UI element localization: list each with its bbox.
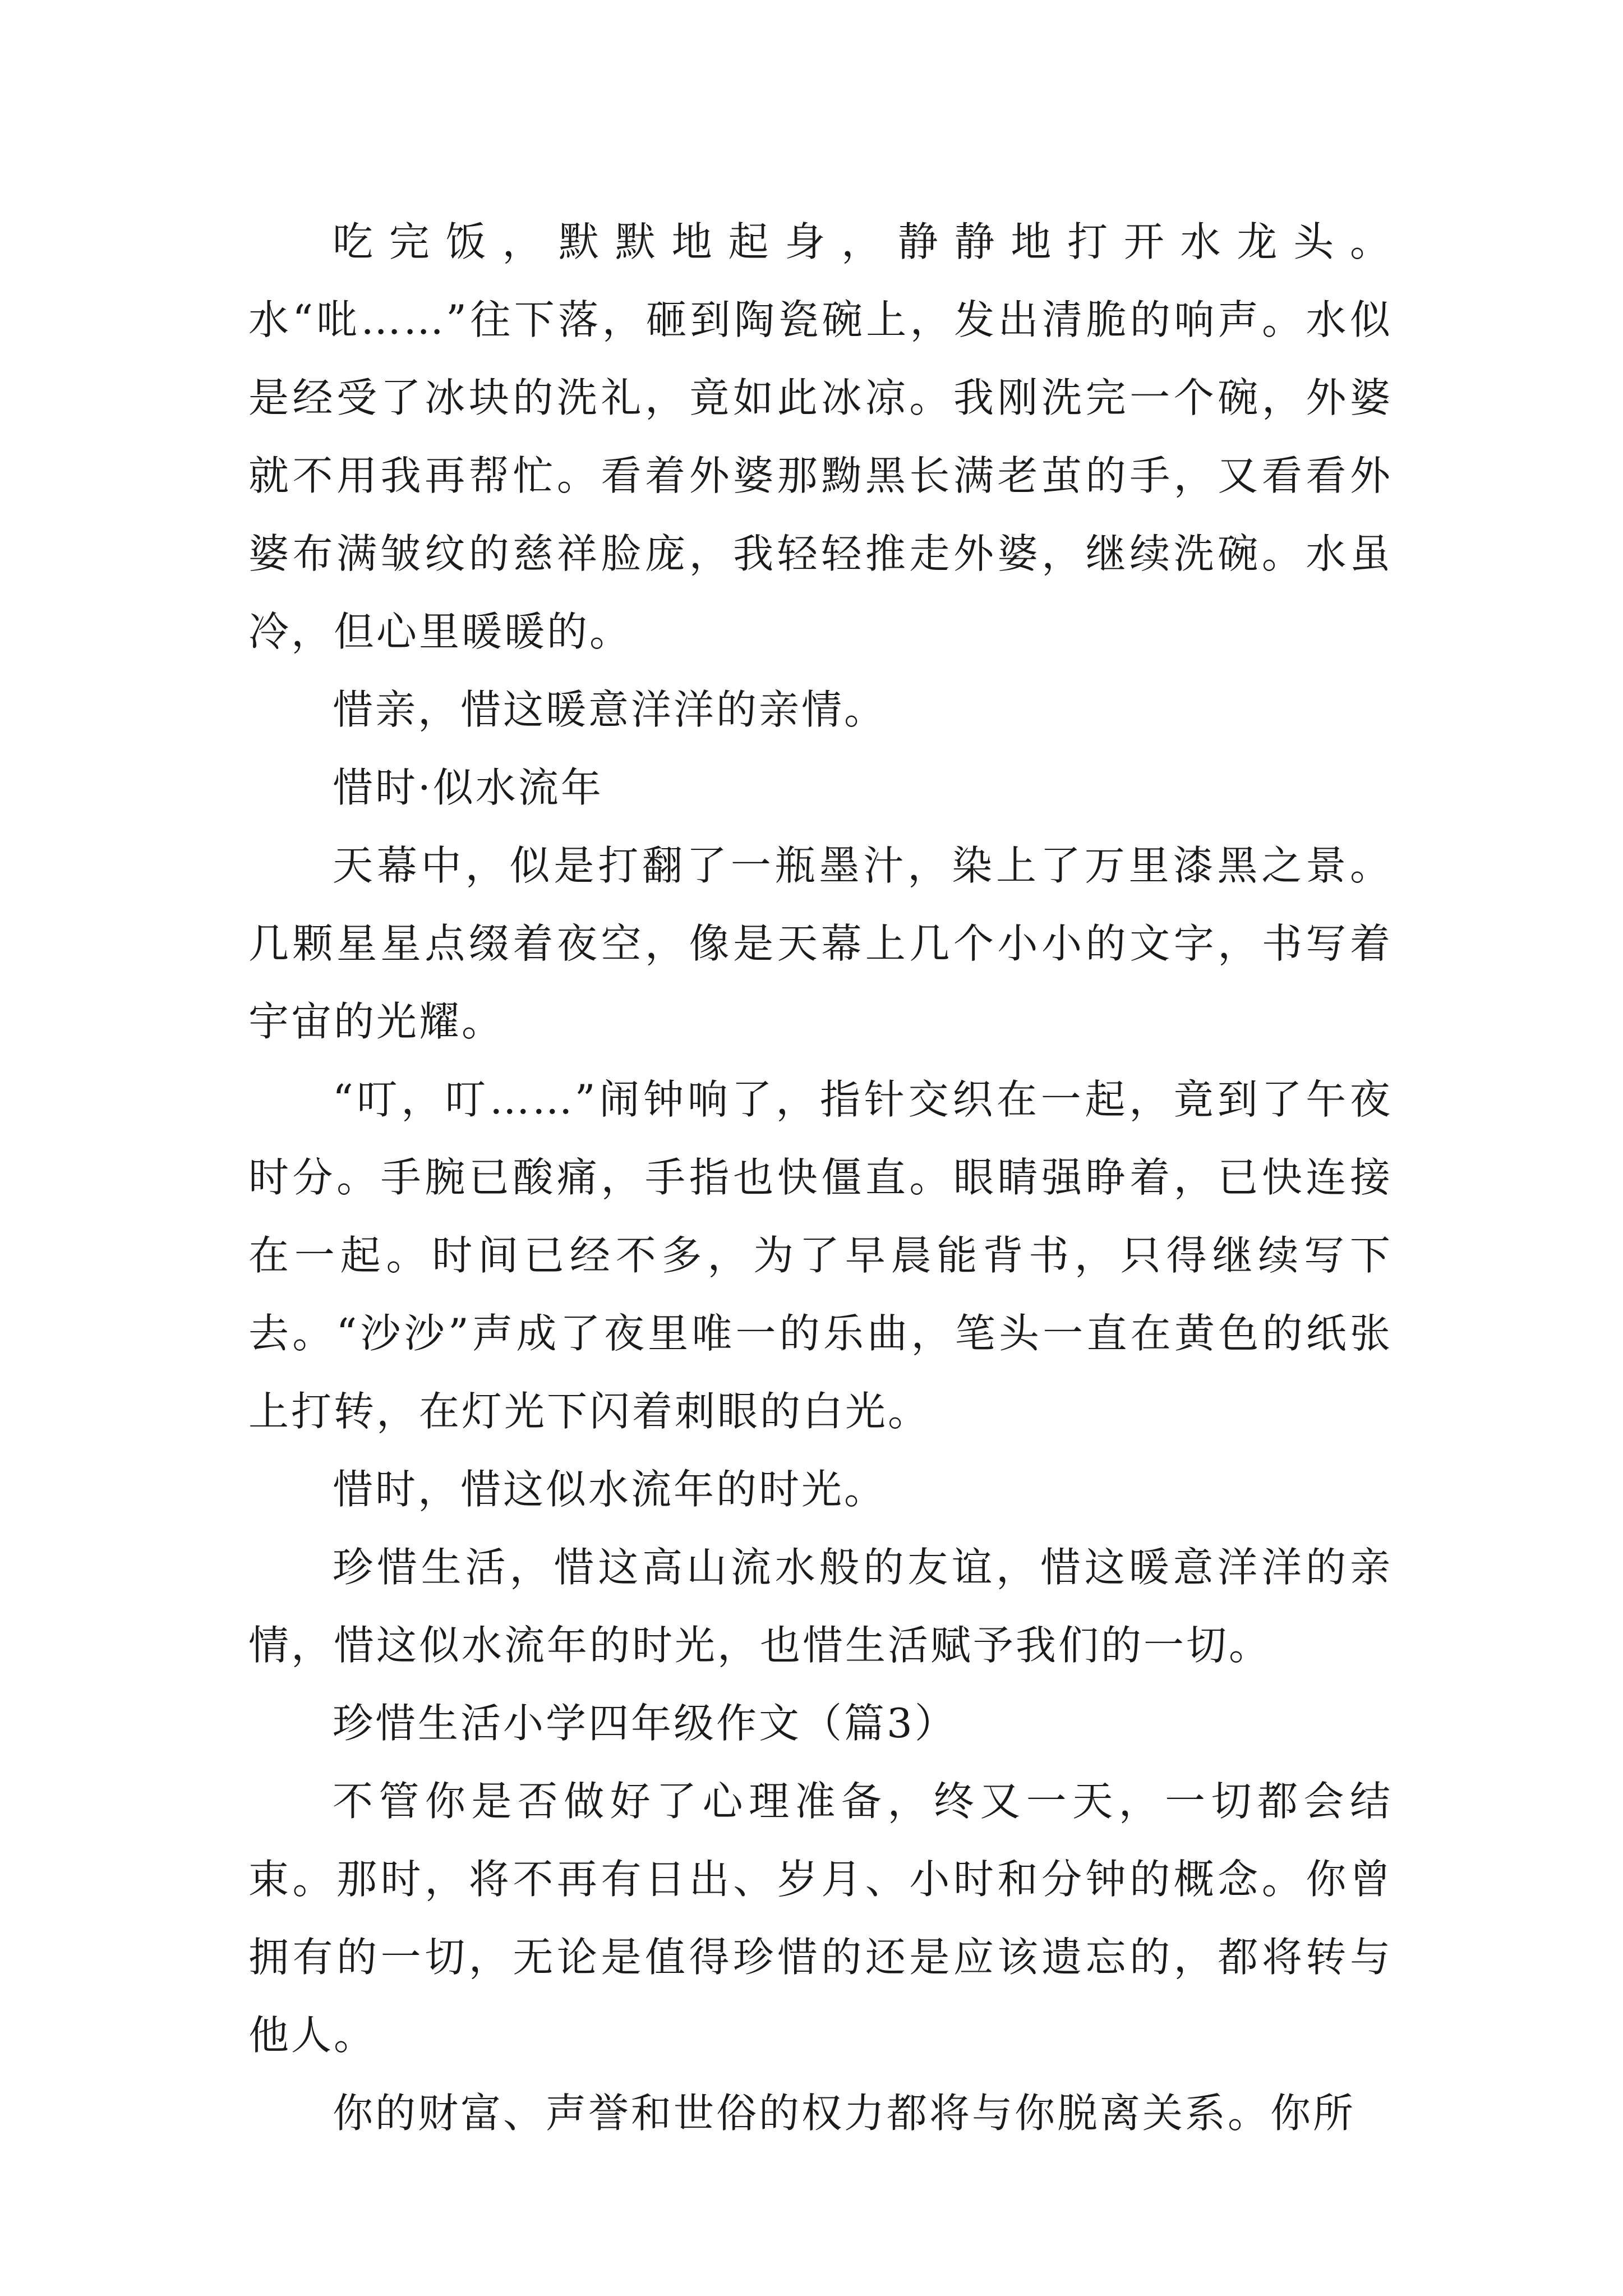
paragraph-wealth-fame: 你的财富、声誉和世俗的权力都将与你脱离关系。你所 (333, 2090, 1356, 2137)
paragraph-night-sky: 天幕中，似是打翻了一瓶墨汁，染上了万里漆黑之景。几颗星星点缀着夜空，像是天幕上几个小小的文字，书写着宇宙的光耀。 (248, 842, 1393, 1045)
paragraph-cherish-life: 珍惜生活，惜这高山流水般的友谊，惜这暖意洋洋的亲情，惜这似水流年的时光，也惜生活赋予我们的一切。 (248, 1544, 1393, 1669)
paragraph-cherish-time: 惜时，惜这似水流年的时光。 (333, 1466, 887, 1513)
essay-title-part-3: 珍惜生活小学四年级作文（篇3） (333, 1700, 957, 1747)
paragraph-alarm-clock: “叮，叮……”闹钟响了，指针交织在一起，竟到了午夜时分。手腕已酸痛，手指也快僵直。眼睛强睁着，已快连接在一起。时间已经不多，为了早晨能背书，只得继续写下去。“沙沙”声成了夜里唯一的乐曲，笔头一直在黄色的纸张上打转，在灯光下闪着刺眼的白光。 (248, 1076, 1393, 1435)
section-heading-cherish-time: 惜时·似水流年 (333, 764, 603, 811)
paragraph-cherish-family: 惜亲，惜这暖意洋洋的亲情。 (333, 686, 887, 733)
document-body (248, 203, 1393, 2152)
paragraph-washing-dishes: 吃完饭，默默地起身，静静地打开水龙头。水“吡……”往下落，砸到陶瓷碗上，发出清脆的响声。水似是经受了冰块的洗礼，竟如此冰凉。我刚洗完一个碗，外婆就不用我再帮忙。看着外婆那黝黑长满老茧的手，又看看外婆布满皱纹的慈祥脸庞，我轻轻推走外婆，继续洗碗。水虽冷，但心里暖暖的。 (248, 218, 1393, 655)
paragraph-everything-ends: 不管你是否做好了心理准备，终又一天，一切都会结束。那时，将不再有日出、岁月、小时和分钟的概念。你曾拥有的一切，无论是值得珍惜的还是应该遗忘的，都将转与他人。 (248, 1778, 1393, 2059)
